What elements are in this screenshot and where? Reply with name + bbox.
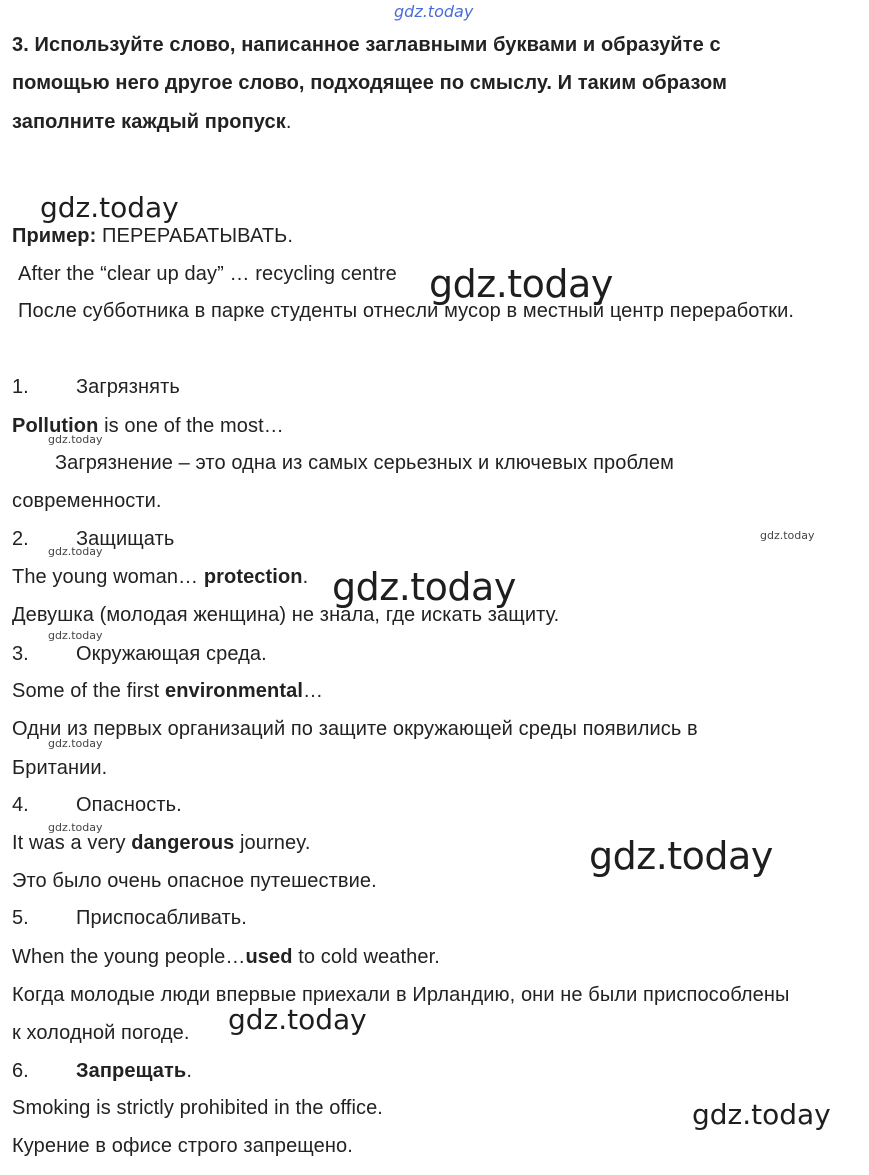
item-6-word (76, 1059, 192, 1083)
watermark-8: gdz.today (48, 737, 103, 750)
item-1-english-after: is one of the most… (98, 415, 284, 437)
example-russian: После субботника в парке студенты отнесли мусор в местный центр переработки. (18, 300, 795, 322)
watermark-top: gdz.today (394, 2, 474, 21)
item-6-word-bold: Запрещать (76, 1060, 187, 1082)
watermark-6: gdz.today (332, 565, 516, 609)
item-5-russian-line-2: к холодной погоде. (12, 1022, 190, 1044)
item-6-english: Smoking is strictly prohibited in the office. (12, 1097, 383, 1119)
watermark-2: gdz.today (429, 262, 613, 306)
item-6-russian: Курение в офисе строго запрещено. (12, 1135, 353, 1157)
task-heading-line-3-bold: заполните каждый пропуск (12, 111, 286, 133)
item-5-english-bold: used (245, 946, 293, 968)
item-2-english-bold: protection (203, 566, 303, 588)
item-3-russian-line-1: Одни из первых организаций по защите окружающей среды появились в (12, 718, 698, 740)
task-heading-line-3 (12, 110, 292, 134)
item-3-word: Окружающая среда. (76, 643, 267, 665)
watermark-10: gdz.today (589, 834, 773, 878)
item-2-word: Защищать (76, 528, 175, 550)
item-4-number: 4. (12, 794, 29, 816)
item-5-number: 5. (12, 907, 29, 929)
item-3-english-bold: environmental (164, 680, 303, 702)
task-heading-line-1: 3. Используйте слово, написанное заглавными буквами и образуйте с (12, 34, 721, 56)
watermark-11: gdz.today (228, 1003, 367, 1036)
item-1-russian-line-1: Загрязнение – это одна из самых серьезных и ключевых проблем (55, 452, 675, 474)
item-6-number: 6. (12, 1060, 29, 1082)
example-label-line (12, 224, 293, 248)
watermark-12: gdz.today (692, 1098, 831, 1131)
item-1-english-bold: Pollution (12, 415, 99, 437)
watermark-5: gdz.today (48, 545, 103, 558)
watermark-4: gdz.today (760, 529, 815, 542)
item-4-english (12, 831, 310, 855)
item-3-english-after: … (302, 680, 324, 702)
example-word: ПЕРЕРАБАТЫВАТЬ. (96, 225, 294, 247)
item-2-english-after: . (302, 566, 309, 588)
item-4-english-after: journey. (234, 832, 311, 854)
item-2-english-before: The young woman… (12, 566, 204, 588)
item-1-number: 1. (12, 376, 29, 398)
item-5-english-after: to cold weather. (292, 946, 440, 968)
item-1-word: Загрязнять (76, 376, 180, 398)
item-2-english (12, 565, 308, 589)
item-5-russian-line-1: Когда молодые люди впервые приехали в Ирландию, они не были приспособлены (12, 984, 790, 1006)
watermark-3: gdz.today (48, 433, 103, 446)
item-5-english-before: When the young people… (12, 946, 246, 968)
item-4-russian: Это было очень опасное путешествие. (12, 870, 377, 892)
item-4-english-before: It was a very (12, 832, 132, 854)
item-3-english (12, 679, 323, 703)
item-3-number: 3. (12, 643, 29, 665)
item-2-russian: Девушка (молодая женщина) не знала, где искать защиту. (12, 604, 560, 626)
item-5-word: Приспосабливать. (76, 907, 247, 929)
item-4-english-bold: dangerous (131, 832, 235, 854)
example-english: After the “clear up day” … recycling centre (18, 263, 397, 285)
item-4-word: Опасность. (76, 794, 182, 816)
example-label: Пример: (12, 225, 97, 247)
item-5-english (12, 945, 440, 969)
item-3-english-before: Some of the first (12, 680, 165, 702)
item-6-word-after: . (186, 1060, 192, 1082)
task-heading-line-3-end: . (285, 111, 292, 133)
item-1-russian-line-2: современности. (12, 490, 162, 512)
item-3-russian-line-2: Британии. (12, 757, 108, 779)
watermark-9: gdz.today (48, 821, 103, 834)
watermark-1: gdz.today (40, 191, 179, 224)
item-2-number: 2. (12, 528, 29, 550)
task-heading-line-2: помощью него другое слово, подходящее по смыслу. И таким образом (12, 72, 728, 94)
watermark-7: gdz.today (48, 629, 103, 642)
